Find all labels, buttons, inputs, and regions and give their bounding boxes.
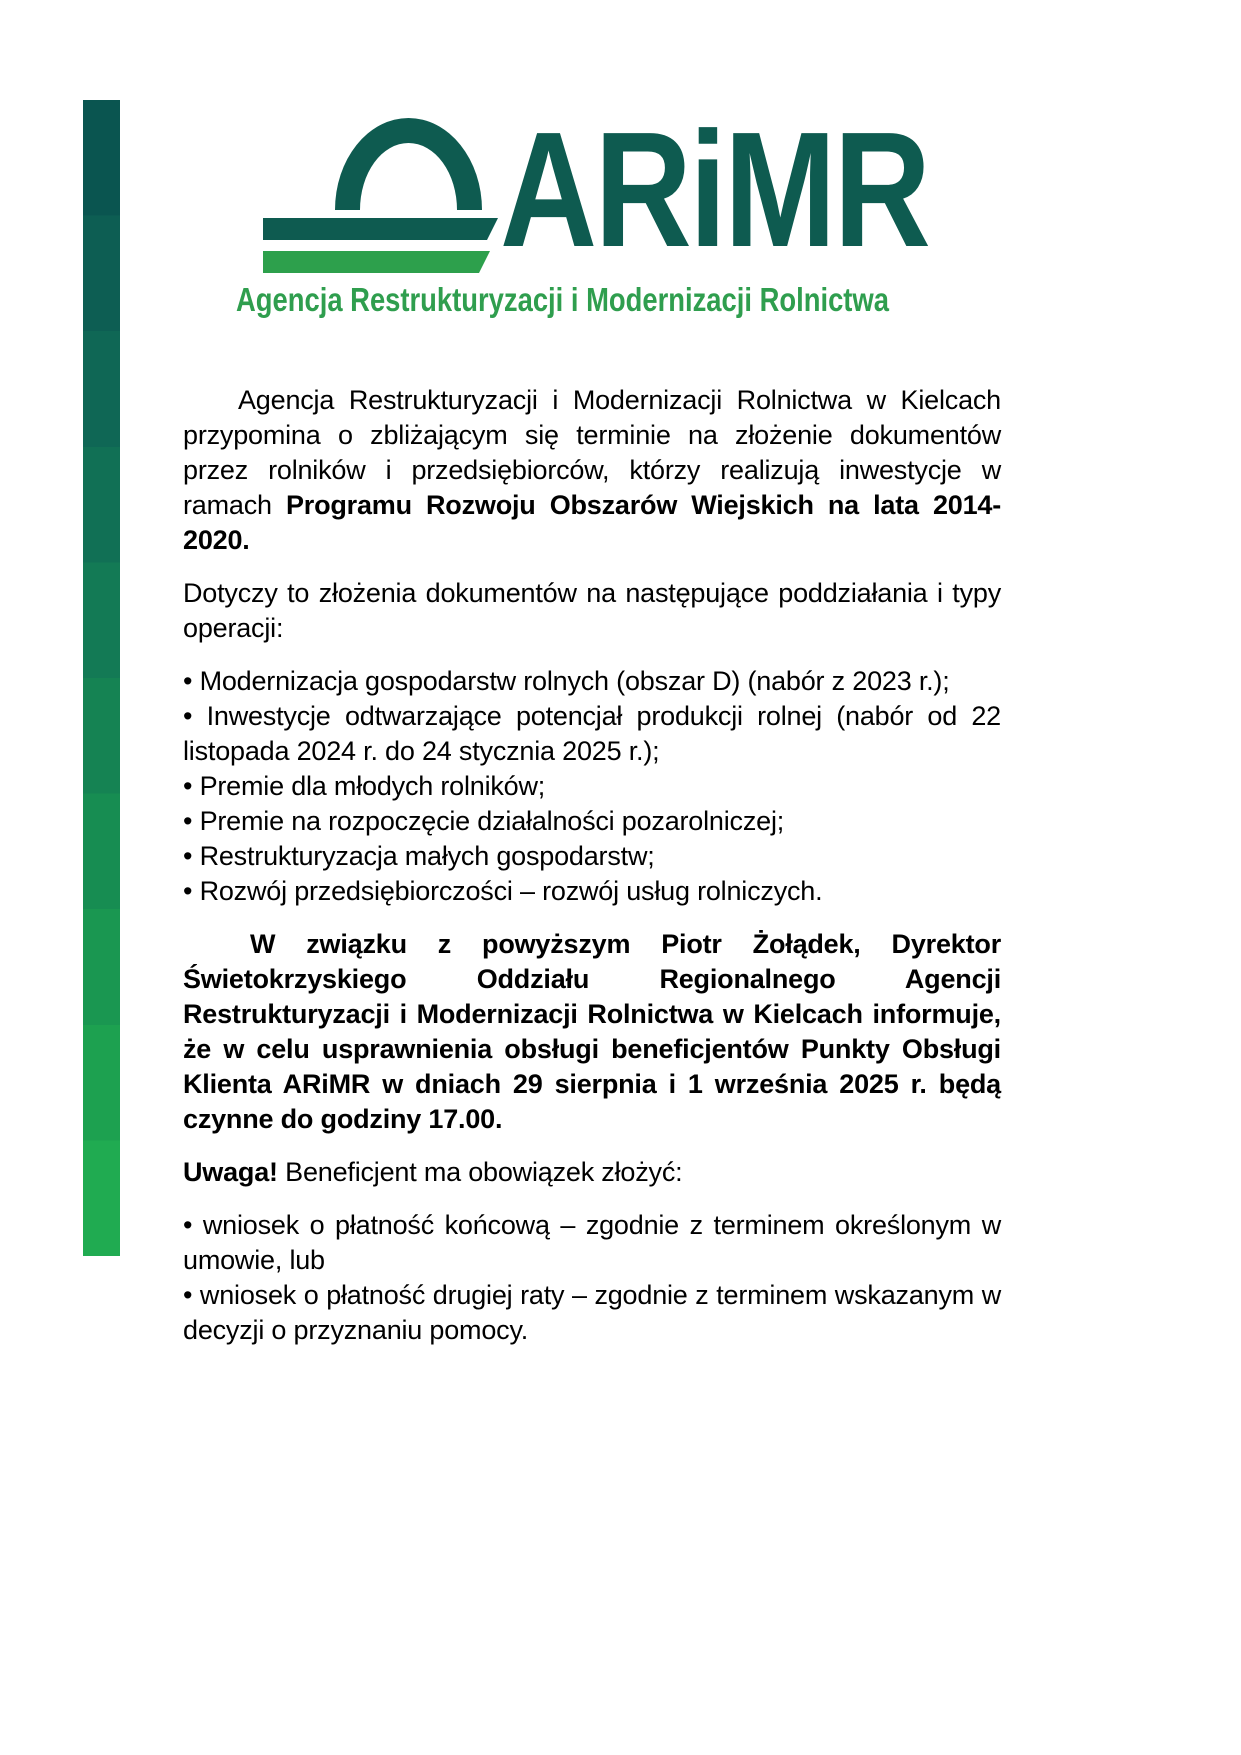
accent-bar [83, 100, 120, 1256]
bullet-icon: • [183, 841, 193, 871]
logo-bar-green-icon [263, 251, 490, 273]
bullet-icon: • [183, 701, 193, 731]
paragraph-intro [183, 383, 1001, 558]
paragraph-attention [183, 1155, 1001, 1190]
list-item: • Restrukturyzacja małych gospodarstw; [183, 841, 655, 871]
attention-bold-text: Uwaga! [183, 1157, 278, 1187]
paragraph-operations-intro: Dotyczy to złożenia dokumentów na następujące poddziałania i typy operacji: [183, 578, 1001, 643]
intro-bold-text: Programu Rozwoju Obszarów Wiejskich na lata 2014-2020. [183, 490, 1001, 555]
bullet-icon: • [183, 876, 193, 906]
list-item: • Modernizacja gospodarstw rolnych (obszar D) (nabór z 2023 r.); [183, 666, 950, 696]
list-item: • Rozwój przedsiębiorczości – rozwój usług rolniczych. [183, 876, 823, 906]
bullet-icon: • [183, 1210, 193, 1240]
bullet-icon: • [183, 771, 193, 801]
logo-arch-icon [335, 118, 482, 210]
list-item: • wniosek o płatność drugiej raty – zgodnie z terminem wskazanym w decyzji o przyznaniu pomocy. [183, 1280, 1001, 1345]
bullet-icon: • [183, 806, 193, 836]
logo-wordmark: ARiMR [500, 98, 929, 281]
intro-text: Agencja Restrukturyzacji i Modernizacji Rolnictwa w Kielcach przypomina o zbliżającym się terminie na złożenie dokumentów przez rolników i przedsiębiorców, którzy realizują inwestycje w ramach [183, 385, 1001, 520]
paragraph-director-notice: W związku z powyższym Piotr Żołądek, Dyrektor Świetokrzyskiego Oddziału Regionalnego Agencji Restrukturyzacji i Modernizacji Rolnictwa w Kielcach informuje, że w celu usprawnienia obsługi beneficjentów Punkty Obsługi Klienta ARiMR w dniach 29 sierpnia i 1 września 2025 r. będą czynne do godziny 17.00. [183, 929, 1001, 1134]
logo-bar-dark-icon [263, 218, 498, 240]
logo-tagline: Agencja Restrukturyzacji i Modernizacji Rolnictwa [236, 281, 889, 318]
attention-text: Beneficjent ma obowiązek złożyć: [277, 1157, 683, 1187]
operations-list [183, 664, 1001, 909]
list-item: • wniosek o płatność końcową – zgodnie z terminem określonym w umowie, lub [183, 1210, 1001, 1275]
list-item: • Inwestycje odtwarzające potencjał produkcji rolnej (nabór od 22 listopada 2024 r. do 24 stycznia 2025 r.); [183, 701, 1001, 766]
list-item: • Premie na rozpoczęcie działalności pozarolniczej; [183, 806, 785, 836]
bullet-icon: • [183, 666, 193, 696]
obligations-list [183, 1208, 1001, 1348]
document-body [183, 383, 1001, 1366]
list-item: • Premie dla młodych rolników; [183, 771, 546, 801]
arimr-logo [263, 116, 503, 276]
bullet-icon: • [183, 1280, 193, 1310]
